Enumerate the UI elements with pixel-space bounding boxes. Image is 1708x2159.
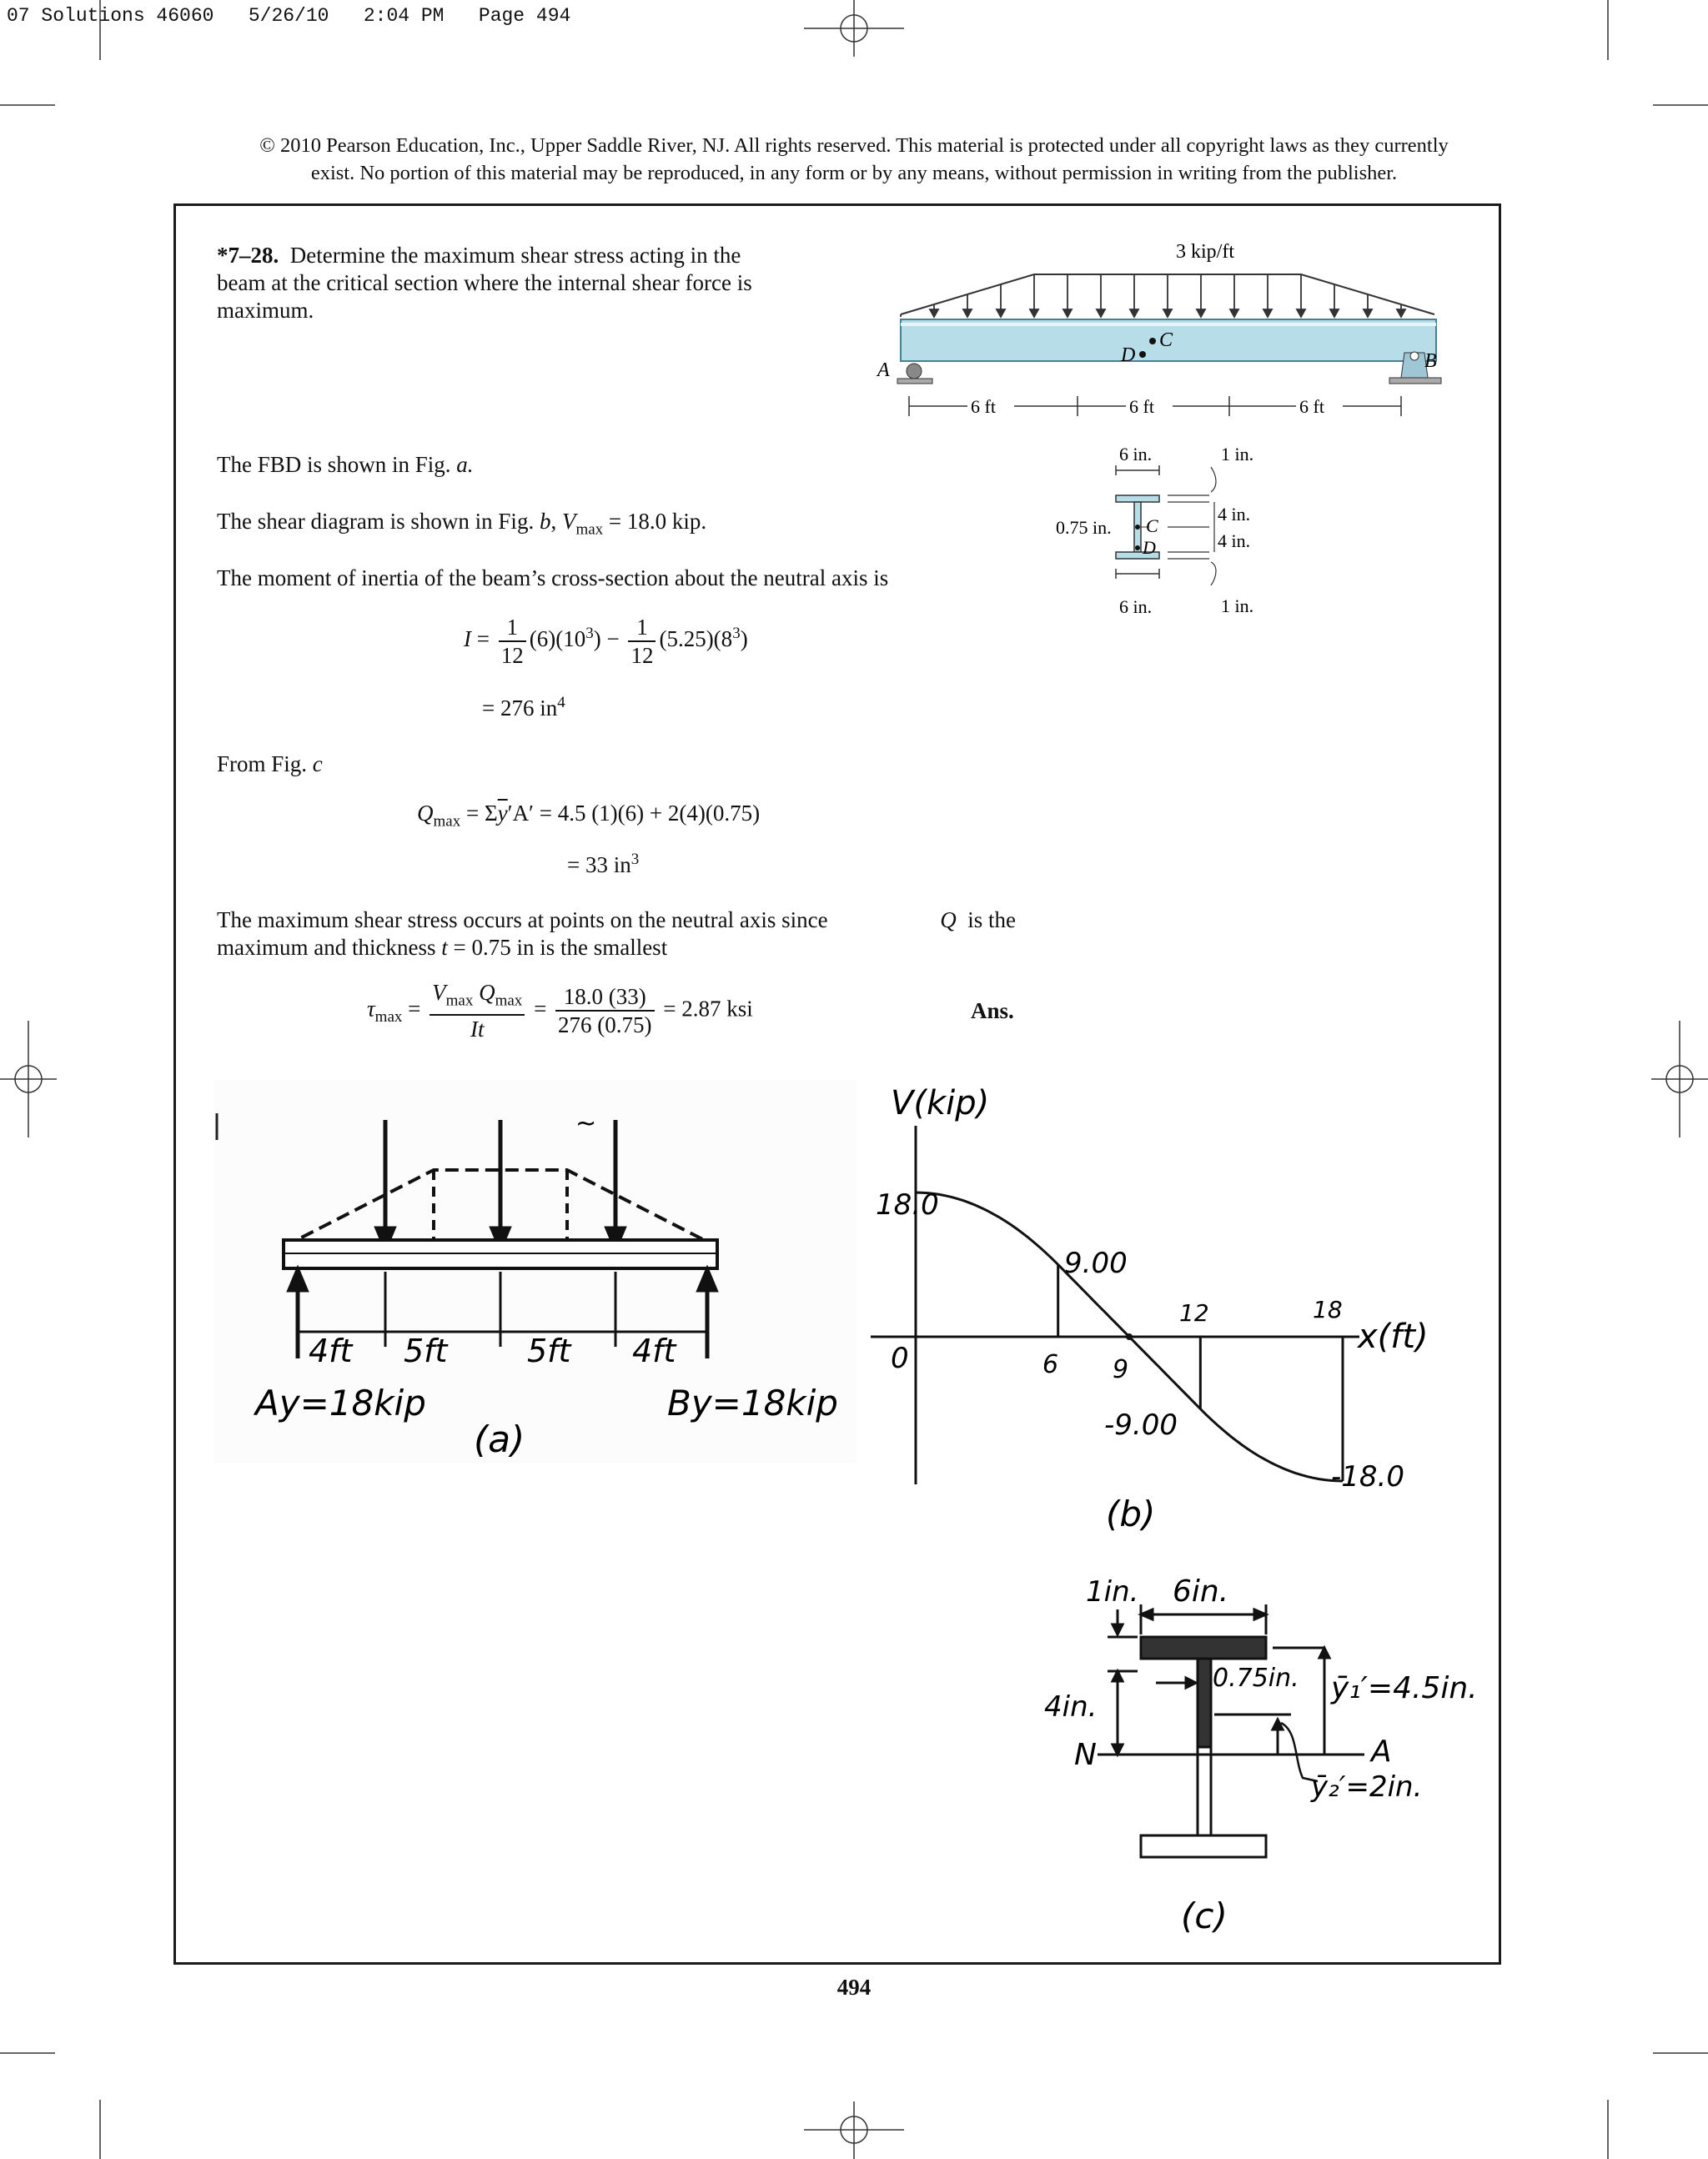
v-max-label: 18.0 <box>876 1188 939 1222</box>
point-d-label: D <box>1121 344 1136 366</box>
span-2: 6 ft <box>1129 396 1154 417</box>
fraction-1-num: 1 <box>499 614 526 642</box>
slug-line: 07 Solutions 46060 5/26/10 2:04 PM Page 494 <box>7 5 571 27</box>
from-fig-text: From Fig. <box>217 751 308 776</box>
fig-c-width-label: 6in. <box>1173 1574 1229 1609</box>
tau-line2-post: = 0.75 in is the smallest <box>447 935 668 960</box>
tau-explanation-line-1 <box>217 906 1016 934</box>
upper-half-label: 4 in. <box>1218 504 1251 525</box>
tau-fraction-2 <box>555 983 654 1038</box>
q-result-text: = 33 in <box>567 852 631 877</box>
shear-diagram-fig-ref: b <box>539 509 551 534</box>
q-equation <box>417 801 760 831</box>
moment-of-inertia-line: The moment of inertia of the beam’s cross-section about the neutral axis is <box>217 565 889 590</box>
tau-fraction-2-num: 18.0 (33) <box>555 983 654 1012</box>
moi-result <box>482 694 565 721</box>
top-width-label: 6 in. <box>1119 444 1153 464</box>
tau-line1-q: Q <box>940 907 957 932</box>
x6-label: 6 <box>1042 1350 1059 1379</box>
shear-y-axis-label: V(kip) <box>891 1084 990 1122</box>
svg-text:~: ~ <box>575 1109 597 1138</box>
fbd-dim-1: 4ft <box>309 1333 353 1369</box>
q-result <box>567 851 639 878</box>
section-c-label: C <box>1146 515 1158 536</box>
y1-label: ȳ₁′=4.5in. <box>1331 1671 1478 1705</box>
x0-label: 0 <box>891 1342 909 1375</box>
fbd-dim-3: 5ft <box>527 1333 571 1369</box>
web-label: 0.75 in. <box>1056 517 1112 538</box>
tau-line2-pre: maximum and thickness <box>217 935 436 960</box>
from-fig-ref: c <box>312 751 323 776</box>
fraction-1-den: 12 <box>500 643 524 668</box>
moi-exp-1: 3 <box>585 625 594 643</box>
point-c-label: C <box>1159 329 1173 351</box>
tau-num-v: V <box>432 980 446 1005</box>
section-d-label: D <box>1143 537 1156 558</box>
problem-text: Determine the maximum shear stress acting in the beam at the critical section where the internal shear force is maximum. <box>217 243 752 323</box>
shear-diagram-line: The shear diagram is shown in Fig. b, $V_{max} = 18.0$ kip. <box>217 509 707 539</box>
y2-label: ȳ₂′=2in. <box>1311 1770 1423 1804</box>
reaction-a: Ay=18kip <box>255 1383 426 1423</box>
fbd-fig-ref: a. <box>456 452 474 477</box>
problem-statement <box>217 242 789 324</box>
moi-result-exp: 4 <box>557 694 565 711</box>
tau-fraction-2-den: 276 (0.75) <box>558 1012 652 1038</box>
fbd-line <box>217 451 474 479</box>
shear-value: = 18.0 kip. <box>603 509 707 534</box>
moi-exp-2: 3 <box>732 625 741 643</box>
copyright-notice <box>0 132 1708 187</box>
tau-fraction-1-den <box>430 1016 525 1042</box>
reaction-b: By=18kip <box>667 1383 838 1423</box>
tau-explanation <box>217 906 1016 962</box>
q-rhs-post: ′A′ = 4.5 (1)(6) + 2(4)(0.75) <box>507 801 761 826</box>
tau-lhs: τ <box>367 996 375 1022</box>
tau-num-v-sub: max <box>445 992 474 1010</box>
moi-term-2: (5.25)(8 <box>659 626 733 652</box>
shaded-flange <box>1141 1637 1266 1659</box>
na-right-label: A <box>1371 1735 1392 1769</box>
answer-label: Ans. <box>971 998 1014 1023</box>
flange-bottom-label: 1 in. <box>1221 595 1254 616</box>
fbd-dim-4: 4ft <box>632 1333 676 1369</box>
page-number: 494 <box>836 1975 872 2000</box>
shaded-web <box>1198 1659 1211 1747</box>
section-figure-c <box>1031 1573 1481 1940</box>
fig-c-flange-label: 1in. <box>1086 1575 1139 1609</box>
shear-diagram-figure-b <box>857 1067 1491 1551</box>
from-fig-line <box>217 751 323 778</box>
moi-equation <box>464 614 748 669</box>
copyright-line-2: exist. No portion of this material may be reproduced, in any form or by any means, without permission in writing from the publisher. <box>310 162 1398 184</box>
fig-b-caption: (b) <box>1106 1494 1156 1534</box>
beam-figure <box>867 238 1468 438</box>
support-a-label: A <box>877 359 890 381</box>
fraction-2-den: 12 <box>630 643 654 668</box>
shear-diagram-text: The shear diagram is shown in Fig. <box>217 509 535 534</box>
span-1: 6 ft <box>971 396 996 417</box>
tau-equation: $\tau_{max}$ = $\frac{V_{max} Q_{max}}{It}$ = $\frac{18.0 (33)}{276 (0.75)}$ = 2.87 ksi <box>367 980 753 1042</box>
span-3: 6 ft <box>1299 396 1324 417</box>
moi-close-1: ) <box>593 626 601 652</box>
tau-line1-pre: The maximum shear stress occurs at points on the neutral axis since <box>217 907 828 932</box>
fraction-2-num: 1 <box>628 614 656 642</box>
bottom-flange <box>1141 1835 1266 1857</box>
tau-fraction-1-num <box>430 979 525 1016</box>
flange-top-label: 1 in. <box>1221 444 1254 464</box>
lower-half-label: 4 in. <box>1218 530 1251 551</box>
na-left-label: N <box>1074 1738 1097 1772</box>
q-lhs-sub: max <box>433 812 461 831</box>
copyright-line-1: © 2010 Pearson Education, Inc., Upper Saddle River, NJ. All rights reserved. This material is protected under all copyright laws as they currently <box>259 134 1449 157</box>
fig-c-web-label: 0.75in. <box>1213 1664 1299 1693</box>
tau-num-q-sub: max <box>495 992 523 1010</box>
v-min-label: -18.0 <box>1331 1460 1404 1494</box>
fig-a-caption: (a) <box>474 1418 525 1461</box>
q-rhs-pre: = Σ <box>460 801 498 826</box>
load-label: 3 kip/ft <box>1176 241 1234 263</box>
shear-var-sub: max <box>575 520 604 539</box>
shear-var: V <box>561 509 576 534</box>
bottom-width-label: 6 in. <box>1119 596 1153 617</box>
fbd-dim-2: 5ft <box>404 1333 448 1369</box>
tau-line1-q-wrap <box>940 906 1016 934</box>
moi-result-text: = 276 in <box>482 695 558 721</box>
roller-support-a <box>907 364 922 379</box>
fig-c-depth-label: 4in. <box>1044 1690 1098 1724</box>
tau-num-q: Q <box>479 980 495 1005</box>
fbd-text: The FBD is shown in Fig. <box>217 452 451 477</box>
fraction-1 <box>499 614 526 669</box>
load-arrows <box>901 274 1405 317</box>
problem-number: *7–28. <box>217 243 279 268</box>
moi-minus: − <box>606 626 620 652</box>
q-result-exp: 3 <box>630 851 640 868</box>
x12-label: 12 <box>1179 1299 1209 1327</box>
moi-equals: = <box>476 626 490 652</box>
moi-close-2: ) <box>740 626 748 652</box>
q-lhs: Q <box>417 801 434 826</box>
shear-x-axis-label: x(ft) <box>1358 1318 1429 1356</box>
v-at-12-label: -9.00 <box>1104 1408 1178 1442</box>
support-b-label: B <box>1424 350 1437 372</box>
v-at-6-label: 9.00 <box>1064 1247 1128 1280</box>
fbd-figure-a <box>214 1080 856 1464</box>
tau-explanation-line-2 <box>217 934 1016 962</box>
moi-lhs: I <box>464 626 471 652</box>
tau-lhs-sub: max <box>374 1007 403 1026</box>
x9-label: 9 <box>1113 1355 1129 1384</box>
shear-point-9 <box>1126 1333 1133 1340</box>
tau-line1-mid: is the <box>967 907 1016 932</box>
tau-den-it: It <box>470 1017 485 1042</box>
moi-term-1: (6)(10 <box>529 626 586 652</box>
tau-fraction-1 <box>430 979 525 1042</box>
fraction-2 <box>628 614 656 669</box>
tau-result: = 2.87 ksi <box>663 996 753 1022</box>
cross-section-figure <box>1051 440 1268 624</box>
tau-line2-t: t <box>441 935 448 960</box>
x18-label: 18 <box>1313 1296 1343 1323</box>
fig-c-caption: (c) <box>1181 1895 1228 1936</box>
q-ybar: $\overline{y}$ <box>497 801 508 826</box>
